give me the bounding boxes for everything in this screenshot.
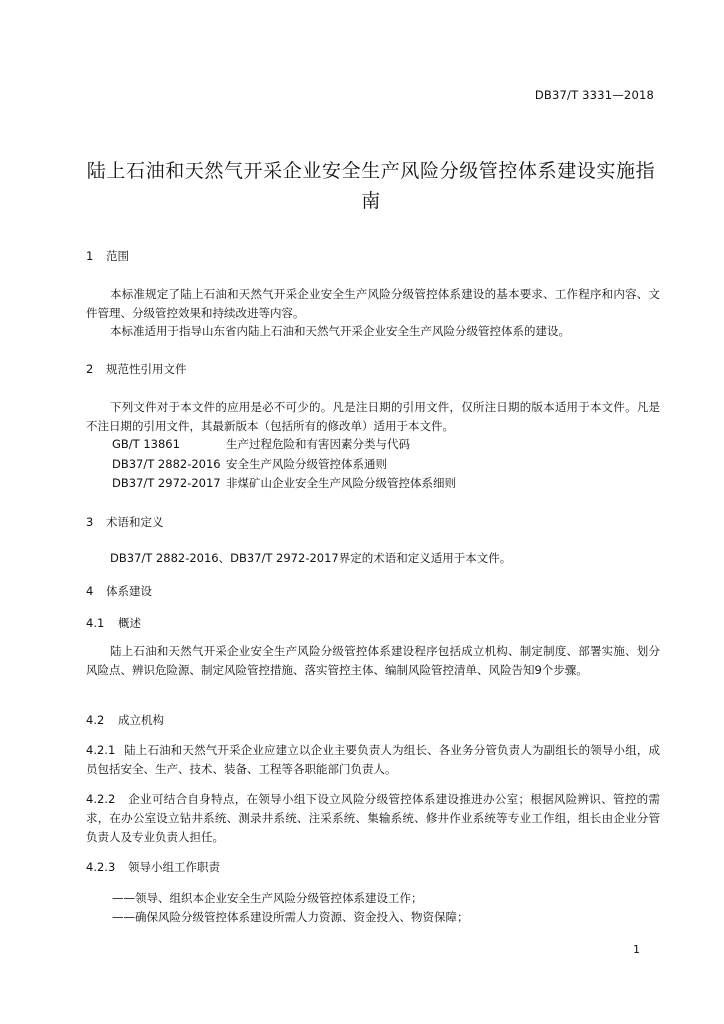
section-title: 范围 bbox=[106, 249, 129, 263]
normative-reference bbox=[112, 456, 387, 472]
section-1-heading bbox=[86, 248, 129, 264]
clause-text: 陆上石油和天然气开采企业应建立以企业主要负责人为组长、各业务分管负责人为副组长的领导小组，成员包括安全、生产、技术、装备、工程等各职能部门负责人。 bbox=[86, 743, 660, 776]
section-number: 4.2 bbox=[86, 713, 105, 727]
section-3-heading bbox=[86, 514, 164, 530]
reference-title: 非煤矿山企业安全生产风险分级管控体系细则 bbox=[226, 476, 456, 490]
section-title: 成立机构 bbox=[118, 713, 164, 727]
clause-4-2-1 bbox=[86, 741, 660, 779]
reference-code: DB37/T 2972-2017 bbox=[112, 476, 221, 490]
section-title: 体系建设 bbox=[106, 584, 152, 598]
section-4-1-paragraph: 陆上石油和天然气开采企业安全生产风险分级管控体系建设程序包括成立机构、制定制度、部署实施、划分风险点、辨识危险源、制定风险管控措施、落实管控主体、编制风险管控清单、风险告知9个步骤。 bbox=[86, 644, 660, 677]
section-number: 3 bbox=[86, 515, 94, 529]
section-title: 规范性引用文件 bbox=[106, 362, 187, 376]
section-2-heading bbox=[86, 361, 187, 377]
clause-title: 领导小组工作职责 bbox=[128, 860, 220, 874]
normative-reference bbox=[112, 436, 410, 452]
clause-number: 4.2.3 bbox=[86, 860, 116, 874]
section-title: 概述 bbox=[118, 616, 141, 630]
page-number: 1 bbox=[633, 943, 640, 956]
dash-list-item: ——领导、组织本企业安全生产风险分级管控体系建设工作； bbox=[112, 891, 423, 905]
standard-code: DB37/T 3331—2018 bbox=[534, 88, 654, 102]
section-4-2-heading bbox=[86, 712, 164, 728]
reference-title: 安全生产风险分级管控体系通则 bbox=[226, 457, 387, 471]
document-title bbox=[84, 156, 658, 216]
clause-number: 4.2.1 bbox=[86, 743, 116, 757]
reference-code: GB/T 13861 bbox=[112, 437, 180, 451]
clause-4-2-2 bbox=[86, 790, 660, 847]
section-number: 4 bbox=[86, 584, 94, 598]
clause-text: 企业可结合自身特点，在领导小组下设立风险分级管控体系建设推进办公室；根据风险辨识、管控的需求，在办公室设立钻井系统、测录井系统、注采系统、集输系统、修井作业系统等专业工作组，组长由企业分管负责人及专业负责人担任。 bbox=[86, 792, 660, 844]
title-line-1: 陆上石油和天然气开采企业安全生产风险分级管控体系建设实施指 bbox=[86, 160, 656, 182]
section-number: 2 bbox=[86, 362, 94, 376]
dash-list-item: ——确保风险分级管控体系建设所需人力资源、资金投入、物资保障； bbox=[112, 910, 469, 924]
title-line-2: 南 bbox=[361, 190, 381, 212]
normative-reference bbox=[112, 475, 456, 491]
clause-4-2-3-heading bbox=[86, 859, 220, 875]
reference-title: 生产过程危险和有害因素分类与代码 bbox=[226, 437, 410, 451]
section-2-paragraph-1: 下列文件对于本文件的应用是必不可少的。凡是注日期的引用文件，仅所注日期的版本适用于本文件。凡是不注日期的引用文件，其最新版本（包括所有的修改单）适用于本文件。 bbox=[86, 400, 660, 433]
section-1-paragraph-2: 本标准适用于指导山东省内陆上石油和天然气开采企业安全生产风险分级管控体系的建设。 bbox=[110, 324, 570, 338]
section-number: 1 bbox=[86, 249, 94, 263]
reference-code: DB37/T 2882-2016 bbox=[112, 457, 221, 471]
section-4-heading bbox=[86, 583, 152, 599]
section-number: 4.1 bbox=[86, 616, 105, 630]
clause-number: 4.2.2 bbox=[86, 792, 116, 806]
section-1-paragraph-1: 本标准规定了陆上石油和天然气开采企业安全生产风险分级管控体系建设的基本要求、工作程序和内容、文件管理、分级管控效果和持续改进等内容。 bbox=[86, 287, 660, 320]
section-title: 术语和定义 bbox=[106, 515, 164, 529]
section-3-paragraph-1: DB37/T 2882-2016、DB37/T 2972-2017界定的术语和定义适用于本文件。 bbox=[110, 551, 512, 565]
section-4-1-heading bbox=[86, 615, 141, 631]
